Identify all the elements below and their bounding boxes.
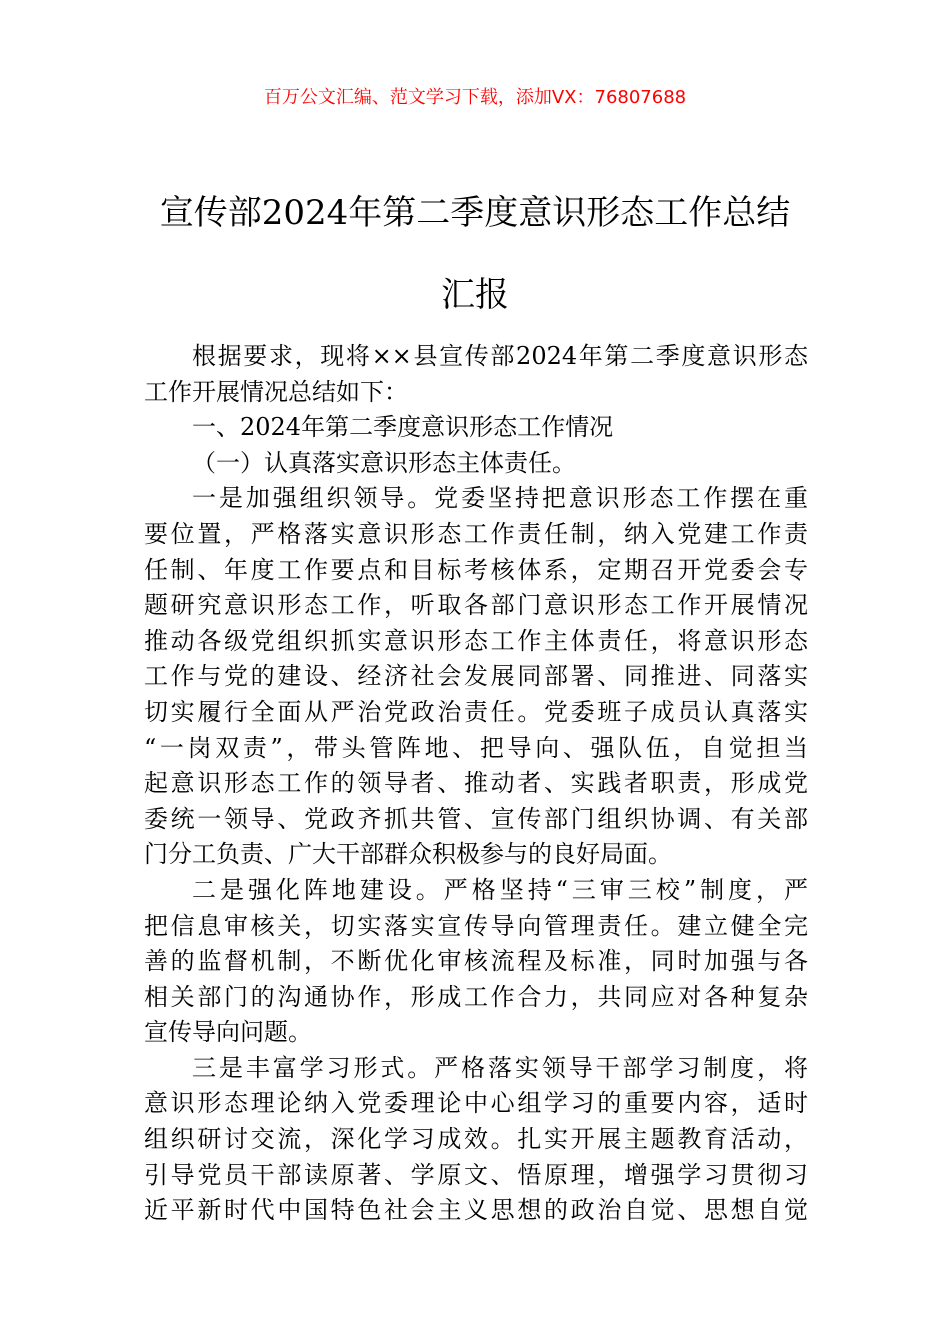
subsection-heading: （一）认真落实意识形态主体责任。 — [192, 448, 576, 477]
body-line: 一是加强组织领导。党委坚持把意识形态工作摆在重 — [192, 484, 808, 513]
body-line: 要位置，严格落实意识形态工作责任制，纳入党建工作责 — [144, 519, 808, 548]
body-line: 工作与党的建设、经济社会发展同部署、同推进、同落实 — [144, 662, 808, 691]
body-line: 意识形态理论纳入党委理论中心组学习的重要内容，适时 — [144, 1089, 808, 1118]
body-line: 切实履行全面从严治党政治责任。党委班子成员认真落实 — [144, 697, 808, 726]
body-line: 引导党员干部读原著、学原文、悟原理，增强学习贯彻习 — [144, 1160, 808, 1189]
watermark-header-note: 百万公文汇编、范文学习下载，添加VX：76807688 — [263, 87, 687, 108]
document-title-line-1: 宣传部2024年第二季度意识形态工作总结 — [159, 193, 791, 233]
body-line: 题研究意识形态工作，听取各部门意识形态工作开展情况 — [144, 591, 808, 620]
body-line: 组织研讨交流，深化学习成效。扎实开展主题教育活动， — [144, 1125, 808, 1154]
body-line: 推动各级党组织抓实意识形态工作主体责任，将意识形态 — [144, 626, 808, 655]
body-line: 宣传导向问题。 — [144, 1018, 312, 1047]
body-line: 委统一领导、党政齐抓共管、宣传部门组织协调、有关部 — [144, 804, 808, 833]
body-line: 工作开展情况总结如下： — [144, 377, 408, 406]
document-title-line-2: 汇报 — [441, 275, 509, 315]
body-line: 善的监督机制，不断优化审核流程及标准，同时加强与各 — [144, 947, 808, 976]
section-heading: 一、2024年第二季度意识形态工作情况 — [192, 413, 614, 442]
body-line: “一岗双责”，带头管阵地、把导向、强队伍，自觉担当 — [144, 733, 808, 762]
body-line: 起意识形态工作的领导者、推动者、实践者职责，形成党 — [144, 769, 808, 798]
body-line: 二是强化阵地建设。严格坚持“三审三校”制度，严 — [192, 875, 808, 904]
body-line: 任制、年度工作要点和目标考核体系，定期召开党委会专 — [144, 555, 808, 584]
body-line: 相关部门的沟通协作，形成工作合力，共同应对各种复杂 — [144, 982, 808, 1011]
body-line: 近平新时代中国特色社会主义思想的政治自觉、思想自觉 — [144, 1196, 808, 1225]
document-title — [100, 172, 850, 336]
body-line: 三是丰富学习形式。严格落实领导干部学习制度，将 — [192, 1053, 808, 1082]
body-line: 把信息审核关，切实落实宣传导向管理责任。建立健全完 — [144, 911, 808, 940]
document-body — [144, 339, 808, 1229]
body-line: 根据要求，现将××县宣传部2024年第二季度意识形态 — [192, 342, 808, 370]
body-line: 门分工负责、广大干部群众积极参与的良好局面。 — [144, 840, 672, 869]
